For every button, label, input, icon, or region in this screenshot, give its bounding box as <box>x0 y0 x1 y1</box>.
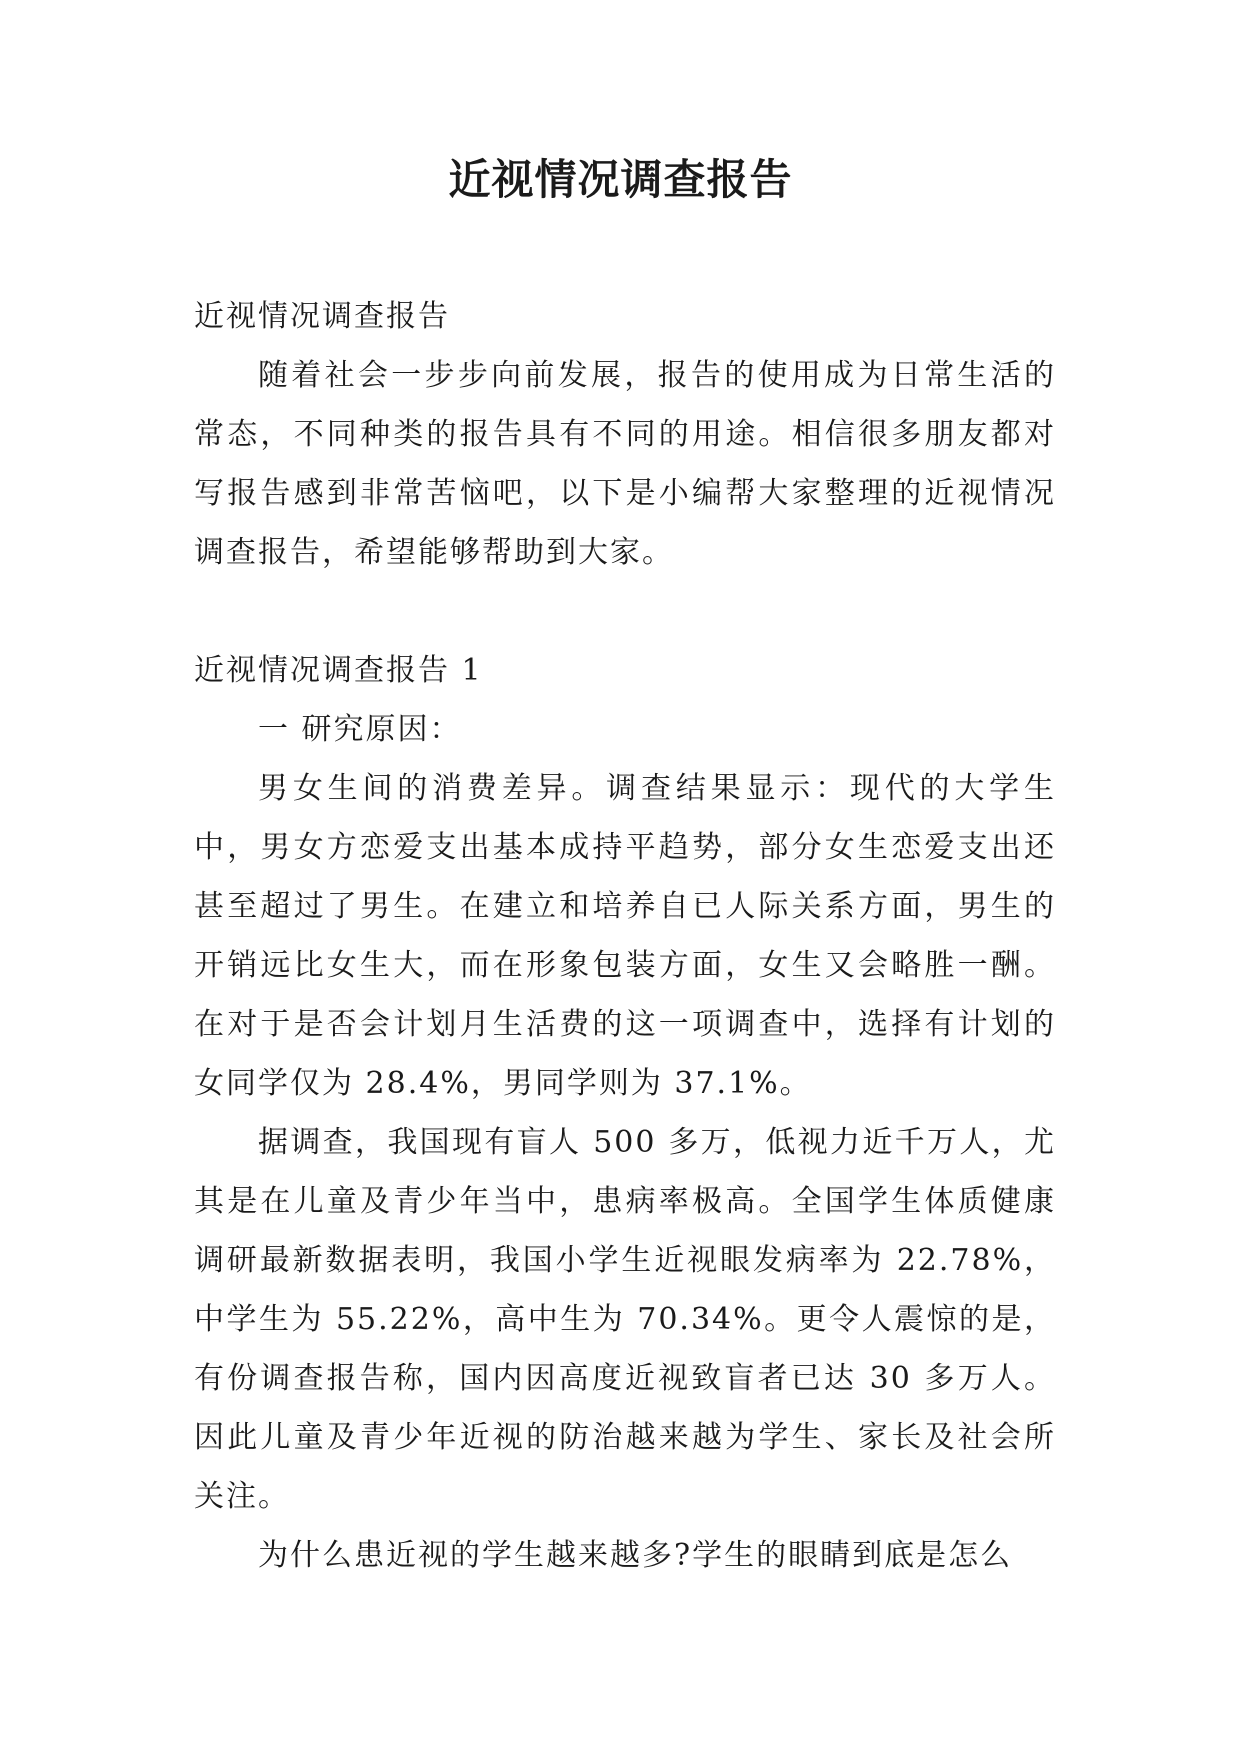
body-paragraph: 据调查，我国现有盲人 500 多万，低视力近千万人，尤其是在儿童及青少年当中，患病率极高。全国学生体质健康调研最新数据表明，我国小学生近视眼发病率为 22.78%，中学生为 55.22%，高中生为 70.34%。更令人震惊的是，有份调查报告称，国内因高度近视致盲者已达 30 多万人。因此儿童及青少年近视的防治越来越为学生、家长及社会所关注。 <box>194 1125 1056 1514</box>
section-subheading: 一 研究原因： <box>258 712 462 747</box>
body-paragraph: 男女生间的消费差异。调查结果显示：现代的大学生中，男女方恋爱支出基本成持平趋势，部分女生恋爱支出还甚至超过了男生。在建立和培养自已人际关系方面，男生的开销远比女生大，而在形象包装方面，女生又会略胜一酬。在对于是否会计划月生活费的这一项调查中，选择有计划的女同学仅为 28.4%，男同学则为 37.1%。 <box>194 771 1056 1101</box>
document-title: 近视情况调查报告 <box>448 155 793 204</box>
document-subtitle: 近视情况调查报告 <box>194 299 450 334</box>
document-body <box>194 287 1056 1585</box>
section-heading: 近视情况调查报告 1 <box>194 653 483 688</box>
intro-paragraph: 随着社会一步步向前发展，报告的使用成为日常生活的常态，不同种类的报告具有不同的用途。相信很多朋友都对写报告感到非常苦恼吧，以下是小编帮大家整理的近视情况调查报告，希望能够帮助到大家。 <box>194 358 1056 570</box>
body-paragraph: 为什么患近视的学生越来越多?学生的眼睛到底是怎么 <box>258 1538 1013 1573</box>
paragraph-gap <box>194 582 1056 641</box>
